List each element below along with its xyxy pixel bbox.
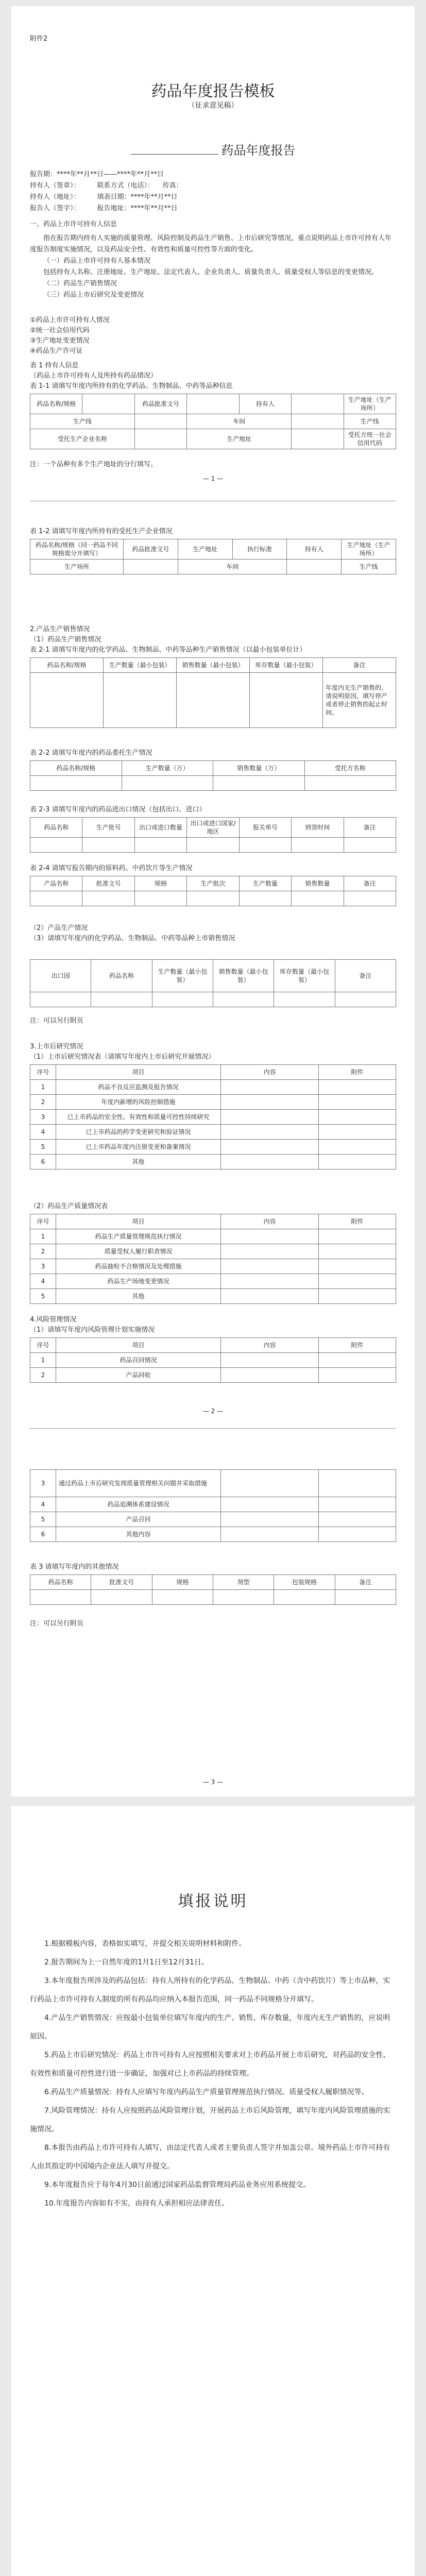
table-cell <box>187 838 239 853</box>
table-row <box>30 1368 396 1383</box>
table-cell: 6 <box>30 1155 56 1170</box>
table-cell: 车间 <box>178 560 287 574</box>
section3-subheading: （3）请填写年度内的化学药品、生物制品、中药等品种上市销售情况 <box>30 935 235 942</box>
table-row <box>30 1353 396 1368</box>
table-cell: 备注 <box>323 658 396 673</box>
table-cell <box>221 1497 319 1512</box>
table-cell: 药品名称/规格 <box>30 394 82 414</box>
table-cell: 生产批号 <box>82 818 134 838</box>
table-cell: 销售数量 <box>292 876 344 891</box>
table1-caption: （药品上市许可持有人及所持有药品情况） <box>30 372 158 380</box>
report-title-blank <box>131 154 218 155</box>
commission-production-table <box>30 760 396 791</box>
table-cell <box>319 1512 396 1527</box>
table-cell: 序号 <box>30 1065 56 1080</box>
intro-paragraph: 指在报告期内持有人实施的质量管理、风险控制及药品生产销售、上市后研究等情况，重点说明药品上市许可持有人年度报告制度实施情况，以及药品安全性、有效性和质量可控性等方面的变化。 <box>30 234 392 253</box>
table-cell <box>292 429 344 449</box>
table2-subheading: 表 1-2 请填写年度内所持有的受托生产企业情况 <box>30 528 173 535</box>
table-cell: 药品名称/规格 <box>30 658 104 673</box>
instruction-paragraph: 6.药品生产质量情况：持有人应填写年度内药品生产质量管理规范执行情况、质量受权人履职情况等。 <box>44 2088 369 2096</box>
table-cell: 生产线 <box>344 414 396 429</box>
table-cell <box>82 891 134 906</box>
risk-management-table-continued <box>30 1469 396 1542</box>
table-cell <box>319 1125 396 1140</box>
table-cell: 备注 <box>335 1575 396 1590</box>
table-cell: 3 <box>30 1470 56 1497</box>
table-cell <box>134 891 186 906</box>
page-divider <box>30 1428 396 1429</box>
table-row <box>30 1527 396 1542</box>
table-cell: 生产场所 <box>30 560 124 574</box>
table-cell <box>319 1368 396 1383</box>
table-cell <box>319 1497 396 1512</box>
table-row <box>30 658 396 673</box>
instruction-paragraph: 7.风险管理情况：持有人应按照药品风险管理计划，开展药品上市后风险管理，填写年度内风险管理措施的实施情况。 <box>30 2107 390 2133</box>
table-cell: 持有人 <box>287 539 342 560</box>
table-cell: 库存数量（最小包装） <box>274 960 335 992</box>
table-cell: 3 <box>30 1259 56 1274</box>
table-cell <box>213 1590 274 1605</box>
table-cell: 药品不良反应监测及报告情况 <box>56 1080 221 1095</box>
table-cell: 1 <box>30 1353 56 1368</box>
table-cell <box>319 1140 396 1155</box>
table-row <box>30 1140 396 1155</box>
page-number: — 2 — <box>202 1408 224 1415</box>
table-cell <box>221 1274 319 1289</box>
table-cell: 附件 <box>319 1065 396 1080</box>
table-cell: 其他 <box>56 1155 221 1170</box>
table-cell: 规格 <box>134 876 186 891</box>
table-cell <box>221 1470 319 1497</box>
table-cell: 附件 <box>319 1214 396 1229</box>
table-row <box>30 761 396 776</box>
attachment-label: 附件2 <box>30 35 48 43</box>
table-cell <box>335 992 396 1007</box>
post-market-research-table <box>30 1064 396 1170</box>
table-cell <box>319 1527 396 1542</box>
instruction-paragraph: 1.根据模板内容，表格如实填写，并提交相关说明材料和附件。 <box>44 1940 246 1948</box>
table-cell <box>239 838 291 853</box>
table-cell: 4 <box>30 1125 56 1140</box>
table-cell: 附件 <box>319 1338 396 1353</box>
list-item: ④药品生产许可证 <box>30 347 83 355</box>
table-row <box>30 1095 396 1110</box>
intro-paragraph: （一）药品上市许可持有人基本情况 <box>43 257 151 265</box>
table-cell <box>292 891 344 906</box>
table-cell: 生产地址 <box>187 429 292 449</box>
intro-paragraph: （三）药品上市后研究及变更情况 <box>43 291 144 299</box>
table-cell: 库存数量（最小包装） <box>250 658 323 673</box>
intro-paragraph: （二）药品生产销售情况 <box>43 280 117 287</box>
table-cell: 内容 <box>221 1338 319 1353</box>
table-cell: 已上市药品的药学变更研究和验证情况 <box>56 1125 221 1140</box>
table-cell <box>221 1229 319 1244</box>
table-cell <box>221 1244 319 1259</box>
table-row <box>30 1229 396 1244</box>
table-cell <box>124 560 178 574</box>
table-cell: 持有人 <box>239 394 291 414</box>
table-cell: 产品回收 <box>56 1368 221 1383</box>
table-cell: 项目 <box>56 1065 221 1080</box>
main-title-text: 药品年度报告模板 <box>151 82 275 100</box>
instruction-paragraph: 3.本年度报告所涉及的药品包括：持有人所持有的化学药品、生物制品、中药（含中药饮片）等上市品种，实行药品上市许可持有人制度的所有药品均应纳入本报告范围，同一药品不同规格分开填写。 <box>30 1977 390 2004</box>
table-cell: 项目 <box>56 1338 221 1353</box>
table-cell <box>221 1289 319 1304</box>
table-row <box>30 818 396 838</box>
intro-paragraph: 包括持有人名称、注册地址、生产地址、法定代表人、企业负责人、质量负责人、质量受权人等信息的变更情况。 <box>43 268 379 276</box>
table-cell <box>239 891 291 906</box>
production-sales-table <box>30 657 396 728</box>
table-cell <box>292 838 344 853</box>
table-cell <box>335 1590 396 1605</box>
instruction-paragraph: 10.年度报告内容如有不实，由持有人承担相应法律责任。 <box>44 2199 229 2208</box>
table-cell <box>292 394 344 414</box>
main-title <box>30 78 396 101</box>
table-cell: 产品名称 <box>30 876 82 891</box>
table-cell: 药品批准文号 <box>134 394 186 414</box>
instructions-body <box>30 1935 396 2213</box>
table-cell: 生产批次 <box>187 876 239 891</box>
table-row <box>30 960 396 992</box>
table-row <box>30 1590 396 1605</box>
table-row <box>30 1065 396 1080</box>
table-cell: 药品名称/规格（同一药品不同规格需分开填写） <box>30 539 124 560</box>
table-cell <box>134 838 186 853</box>
table-cell: 药品抽检不合格情况及处理措施 <box>56 1259 221 1274</box>
table-cell: 到货时间 <box>292 818 344 838</box>
section4-heading: 3.上市后研究情况 <box>30 1043 83 1050</box>
table-cell: 2 <box>30 1244 56 1259</box>
table-cell: 出口国 <box>30 960 91 992</box>
table-row <box>30 414 396 429</box>
table-cell: 规格 <box>152 1575 213 1590</box>
table-cell <box>292 414 344 429</box>
table-cell: 年度内无生产销售的，请说明原因，填写停产或者停止销售的起止时间。 <box>323 673 396 728</box>
table-cell <box>221 1527 319 1542</box>
table-cell: 生产地址 <box>178 539 232 560</box>
table-cell: 药品召回情况 <box>56 1353 221 1368</box>
table-cell <box>30 891 82 906</box>
table-cell: 剂型 <box>213 1575 274 1590</box>
table-cell: 受托方名称 <box>304 761 396 776</box>
table-cell: 备注 <box>335 960 396 992</box>
table-row <box>30 1289 396 1304</box>
table-cell: 项目 <box>56 1214 221 1229</box>
table-row <box>30 776 396 791</box>
section5-subheading: （2）药品生产质量情况表 <box>30 1202 108 1210</box>
table-cell <box>187 394 239 414</box>
section4-subheading: （1）上市后研究情况表（请填写年度内上市后研究开展情况） <box>30 1053 215 1061</box>
table-row <box>30 394 396 414</box>
table-cell <box>213 776 305 791</box>
table-cell <box>221 1080 319 1095</box>
table-cell: 已上市药品年度内注册变更和备案情况 <box>56 1140 221 1155</box>
table-cell <box>104 673 177 728</box>
table-cell <box>152 1590 213 1605</box>
table-cell <box>304 776 396 791</box>
instruction-paragraph: 5.药品上市后研究情况：药品上市许可持有人应按照相关要求对上市药品开展上市后研究，对药品的安全性、有效性和质量可控性进行进一步确证，加强对已上市药品的持续管理。 <box>30 2051 390 2078</box>
table-row <box>30 539 396 560</box>
table-cell: 内容 <box>221 1214 319 1229</box>
table-cell: 批准文号 <box>82 876 134 891</box>
table-cell <box>319 1470 396 1497</box>
table-row <box>30 876 396 891</box>
table-row <box>30 992 396 1007</box>
table-cell <box>134 429 186 449</box>
table-row <box>30 1497 396 1512</box>
instruction-paragraph: 4.产品生产销售情况：应按最小包装单位填写年度内的生产、销售、库存数量，年度内无生产销售的，应说明原因。 <box>30 2014 390 2041</box>
table-cell: 销售数量（万） <box>213 761 305 776</box>
table-cell <box>221 1140 319 1155</box>
instruction-paragraph: 8.本报告由药品上市许可持有人填写，由法定代表人或者主要负责人签字并加盖公章。境外药品上市许可持有人由其指定的中国境内企业法人填写并提交。 <box>30 2144 390 2171</box>
list-item: ②统一社会信用代码 <box>30 327 90 334</box>
table-row <box>30 1110 396 1125</box>
table-row <box>30 673 396 728</box>
table-cell: 4 <box>30 1274 56 1289</box>
table-row <box>30 1575 396 1590</box>
table-cell: 生产线 <box>342 560 396 574</box>
production-quality-table <box>30 1214 396 1304</box>
table-cell: 内容 <box>221 1065 319 1080</box>
table-cell: 报关单号 <box>239 818 291 838</box>
table-cell: 5 <box>30 1512 56 1527</box>
document-page-1 <box>11 6 415 1797</box>
table-cell <box>344 891 396 906</box>
table-cell: 序号 <box>30 1214 56 1229</box>
meta-line: 报告人（签字）： 报告地址：****年**月**日 <box>30 205 178 212</box>
intro-paragraphs <box>30 233 396 301</box>
table-row <box>30 1155 396 1170</box>
table-cell: 备注 <box>344 876 396 891</box>
table-row <box>30 891 396 906</box>
table-cell <box>221 1512 319 1527</box>
table-cell: 出口或进口数量 <box>134 818 186 838</box>
table-cell: 2 <box>30 1368 56 1383</box>
table-cell: 执行标准 <box>232 539 287 560</box>
table-cell <box>221 1259 319 1274</box>
table-cell: 产品召回 <box>56 1512 221 1527</box>
table-cell <box>319 1274 396 1289</box>
table-cell <box>319 1353 396 1368</box>
list-item: ①药品上市许可持有人情况 <box>30 316 110 324</box>
table-cell <box>30 776 122 791</box>
table-cell: 其他内容 <box>56 1527 221 1542</box>
section2-heading: 2.产品生产销售情况 <box>30 625 90 633</box>
table-cell: 销售数量（最小包装） <box>177 658 250 673</box>
other-info-table <box>30 1574 396 1605</box>
table-cell <box>319 1259 396 1274</box>
table-cell <box>319 1289 396 1304</box>
table-cell: 销售数量（最小包装） <box>213 960 274 992</box>
table-cell: 1 <box>30 1080 56 1095</box>
holder-info-table <box>30 394 396 449</box>
table-cell: 备注 <box>344 818 396 838</box>
table-cell: 包装规格 <box>274 1575 335 1590</box>
table-cell <box>221 1368 319 1383</box>
table-cell: 药品名称/规格 <box>30 761 122 776</box>
table-cell <box>319 1244 396 1259</box>
table-cell: 质量受权人履行职责情况 <box>56 1244 221 1259</box>
table-cell: 药品名称 <box>91 960 152 992</box>
table-cell: 序号 <box>30 1338 56 1353</box>
table-cell: 2 <box>30 1095 56 1110</box>
table-cell: 出口或进口国家/地区 <box>187 818 239 838</box>
table-cell <box>274 992 335 1007</box>
report-title-suffix: 药品年度报告 <box>221 143 296 158</box>
meta-line: 报告期：****年**月**日——****年**月**日 <box>30 171 164 178</box>
table-row <box>30 1338 396 1353</box>
table-cell: 生产数量（万） <box>122 761 213 776</box>
table-cell <box>319 1229 396 1244</box>
table-row <box>30 429 396 449</box>
table-cell: 5 <box>30 1289 56 1304</box>
table-row <box>30 1259 396 1274</box>
table-cell: 其他 <box>56 1289 221 1304</box>
table-cell <box>30 992 91 1007</box>
table-cell: 已上市药品的安全性、有效性和质量可控性持续研究 <box>56 1110 221 1125</box>
table-row <box>30 1125 396 1140</box>
risk-management-table <box>30 1337 396 1383</box>
table-row <box>30 1244 396 1259</box>
section6-subheading: （1）请填写年度内风险管理计划实施情况 <box>30 1326 155 1334</box>
table-cell: 生产地址（生产场所） <box>342 539 396 560</box>
table-cell <box>344 838 396 853</box>
section6-heading: 4.风险管理情况 <box>30 1316 77 1324</box>
item-list <box>30 315 396 357</box>
table-cell: 药品追溯体系建设情况 <box>56 1497 221 1512</box>
table-row <box>30 1214 396 1229</box>
table-cell: 生产数量（最小包装） <box>152 960 213 992</box>
table12-note: 注：可以另行附页 <box>30 1620 84 1628</box>
instructions-title: 填报说明 <box>178 1892 248 1910</box>
table-cell: 药品批准文号 <box>124 539 178 560</box>
table-cell: 药品生产质量管理规范执行情况 <box>56 1229 221 1244</box>
section2-subheading: （1）药品生产销售情况 <box>30 636 101 643</box>
table-cell <box>152 992 213 1007</box>
table-cell <box>30 1590 91 1605</box>
table-cell <box>274 1590 335 1605</box>
table-row <box>30 1470 396 1497</box>
instruction-paragraph: 2.报告期间为上一自然年度的1月1日至12月31日。 <box>44 1958 209 1967</box>
table-cell: 药品名称 <box>30 818 82 838</box>
table-row <box>30 1274 396 1289</box>
table-cell <box>82 394 134 414</box>
table-cell: 年度内新增的风险控制措施 <box>56 1095 221 1110</box>
sub-title: （征求意见稿） <box>188 101 238 110</box>
table-cell <box>221 1155 319 1170</box>
table-cell: 6 <box>30 1527 56 1542</box>
table-cell: 药品生产场地变更情况 <box>56 1274 221 1289</box>
table-cell <box>221 1125 319 1140</box>
table-cell <box>319 1095 396 1110</box>
instruction-paragraph: 9.本年度报告应于每年4月30日前通过国家药品监督管理局药品业务应用系统提交。 <box>44 2181 311 2189</box>
table6-subheading: 表 2-4 请填写报告期内的原料药、中药饮片等生产情况 <box>30 865 193 872</box>
table-cell: 5 <box>30 1140 56 1155</box>
meta-line: 持有人（地址）： 填表日期：****年**月**日 <box>30 193 178 201</box>
table-cell: 车间 <box>187 414 292 429</box>
document-page-2 <box>11 1806 415 2576</box>
intro-heading: 一、药品上市许可持有人信息 <box>30 221 117 228</box>
table-cell <box>213 992 274 1007</box>
table7-note: 注：可以另行附页 <box>30 1017 84 1025</box>
table-row <box>30 838 396 853</box>
list-item: ③生产地址变更情况 <box>30 337 90 345</box>
table-cell: 生产线 <box>30 414 135 429</box>
table-cell <box>30 673 104 728</box>
table-cell: 3 <box>30 1110 56 1125</box>
table-cell <box>187 891 239 906</box>
api-production-table <box>30 876 396 906</box>
table-cell <box>319 1155 396 1170</box>
table-cell: 受托方统一社会信用代码 <box>344 429 396 449</box>
table-cell <box>319 1110 396 1125</box>
table-cell <box>122 776 213 791</box>
table-cell: 药品名称 <box>30 1575 91 1590</box>
table3-subheading: 表 2-1 请填写年度内的化学药品、生物制品、中药等品种生产销售情况（以最小包装单位计） <box>30 646 306 654</box>
table-cell <box>91 1590 152 1605</box>
table4-subheading: 表 2-2 请填写年度内的药品委托生产情况 <box>30 749 152 757</box>
import-export-table <box>30 817 396 853</box>
report-meta <box>30 169 396 214</box>
table-cell <box>221 1095 319 1110</box>
table1-heading: 表 1 持有人信息 <box>30 362 79 369</box>
table-row <box>30 1512 396 1527</box>
table12-subheading: 表 3 请填写年度内的其他情况 <box>30 1563 119 1571</box>
table-cell <box>134 414 186 429</box>
table-cell: 生产地址（生产场所） <box>344 394 396 414</box>
entrusted-manufacturer-table <box>30 539 396 574</box>
page-number: — 3 — <box>202 1778 224 1786</box>
table-cell <box>177 673 250 728</box>
table-cell <box>30 838 82 853</box>
table-cell: 通过药品上市后研究发现质量管理相关问题并采取措施 <box>56 1470 221 1497</box>
table-row <box>30 560 396 574</box>
table-cell <box>250 673 323 728</box>
table-cell: 生产数量 <box>239 876 291 891</box>
meta-line: 持有人（签章）： 联系方式（电话）： 传真： <box>30 182 183 190</box>
table-cell: 批准文号 <box>91 1575 152 1590</box>
table-cell: 生产数量（最小包装） <box>104 658 177 673</box>
section3-heading: （2）产品生产情况 <box>30 924 88 932</box>
table-cell: 受托生产企业名称 <box>30 429 135 449</box>
table-cell <box>287 560 342 574</box>
table1-subheading: 表 1-1 请填写年度内所持有的化学药品、生物制品、中药等品种信息 <box>30 382 233 390</box>
table5-subheading: 表 2-3 请填写年度内的药品进出口情况（包括出口、进口） <box>30 806 206 814</box>
report-title <box>30 140 396 158</box>
table-cell <box>319 1080 396 1095</box>
page-number: — 1 — <box>202 475 224 482</box>
table-cell <box>221 1353 319 1368</box>
table-row <box>30 1080 396 1095</box>
table1-note: 注：一个品种有多个生产地址的分行填写。 <box>30 461 158 468</box>
market-sales-table <box>30 959 396 1007</box>
table-cell: 1 <box>30 1229 56 1244</box>
table-cell <box>221 1110 319 1125</box>
table-cell: 4 <box>30 1497 56 1512</box>
table-cell <box>82 838 134 853</box>
table-cell <box>91 992 152 1007</box>
